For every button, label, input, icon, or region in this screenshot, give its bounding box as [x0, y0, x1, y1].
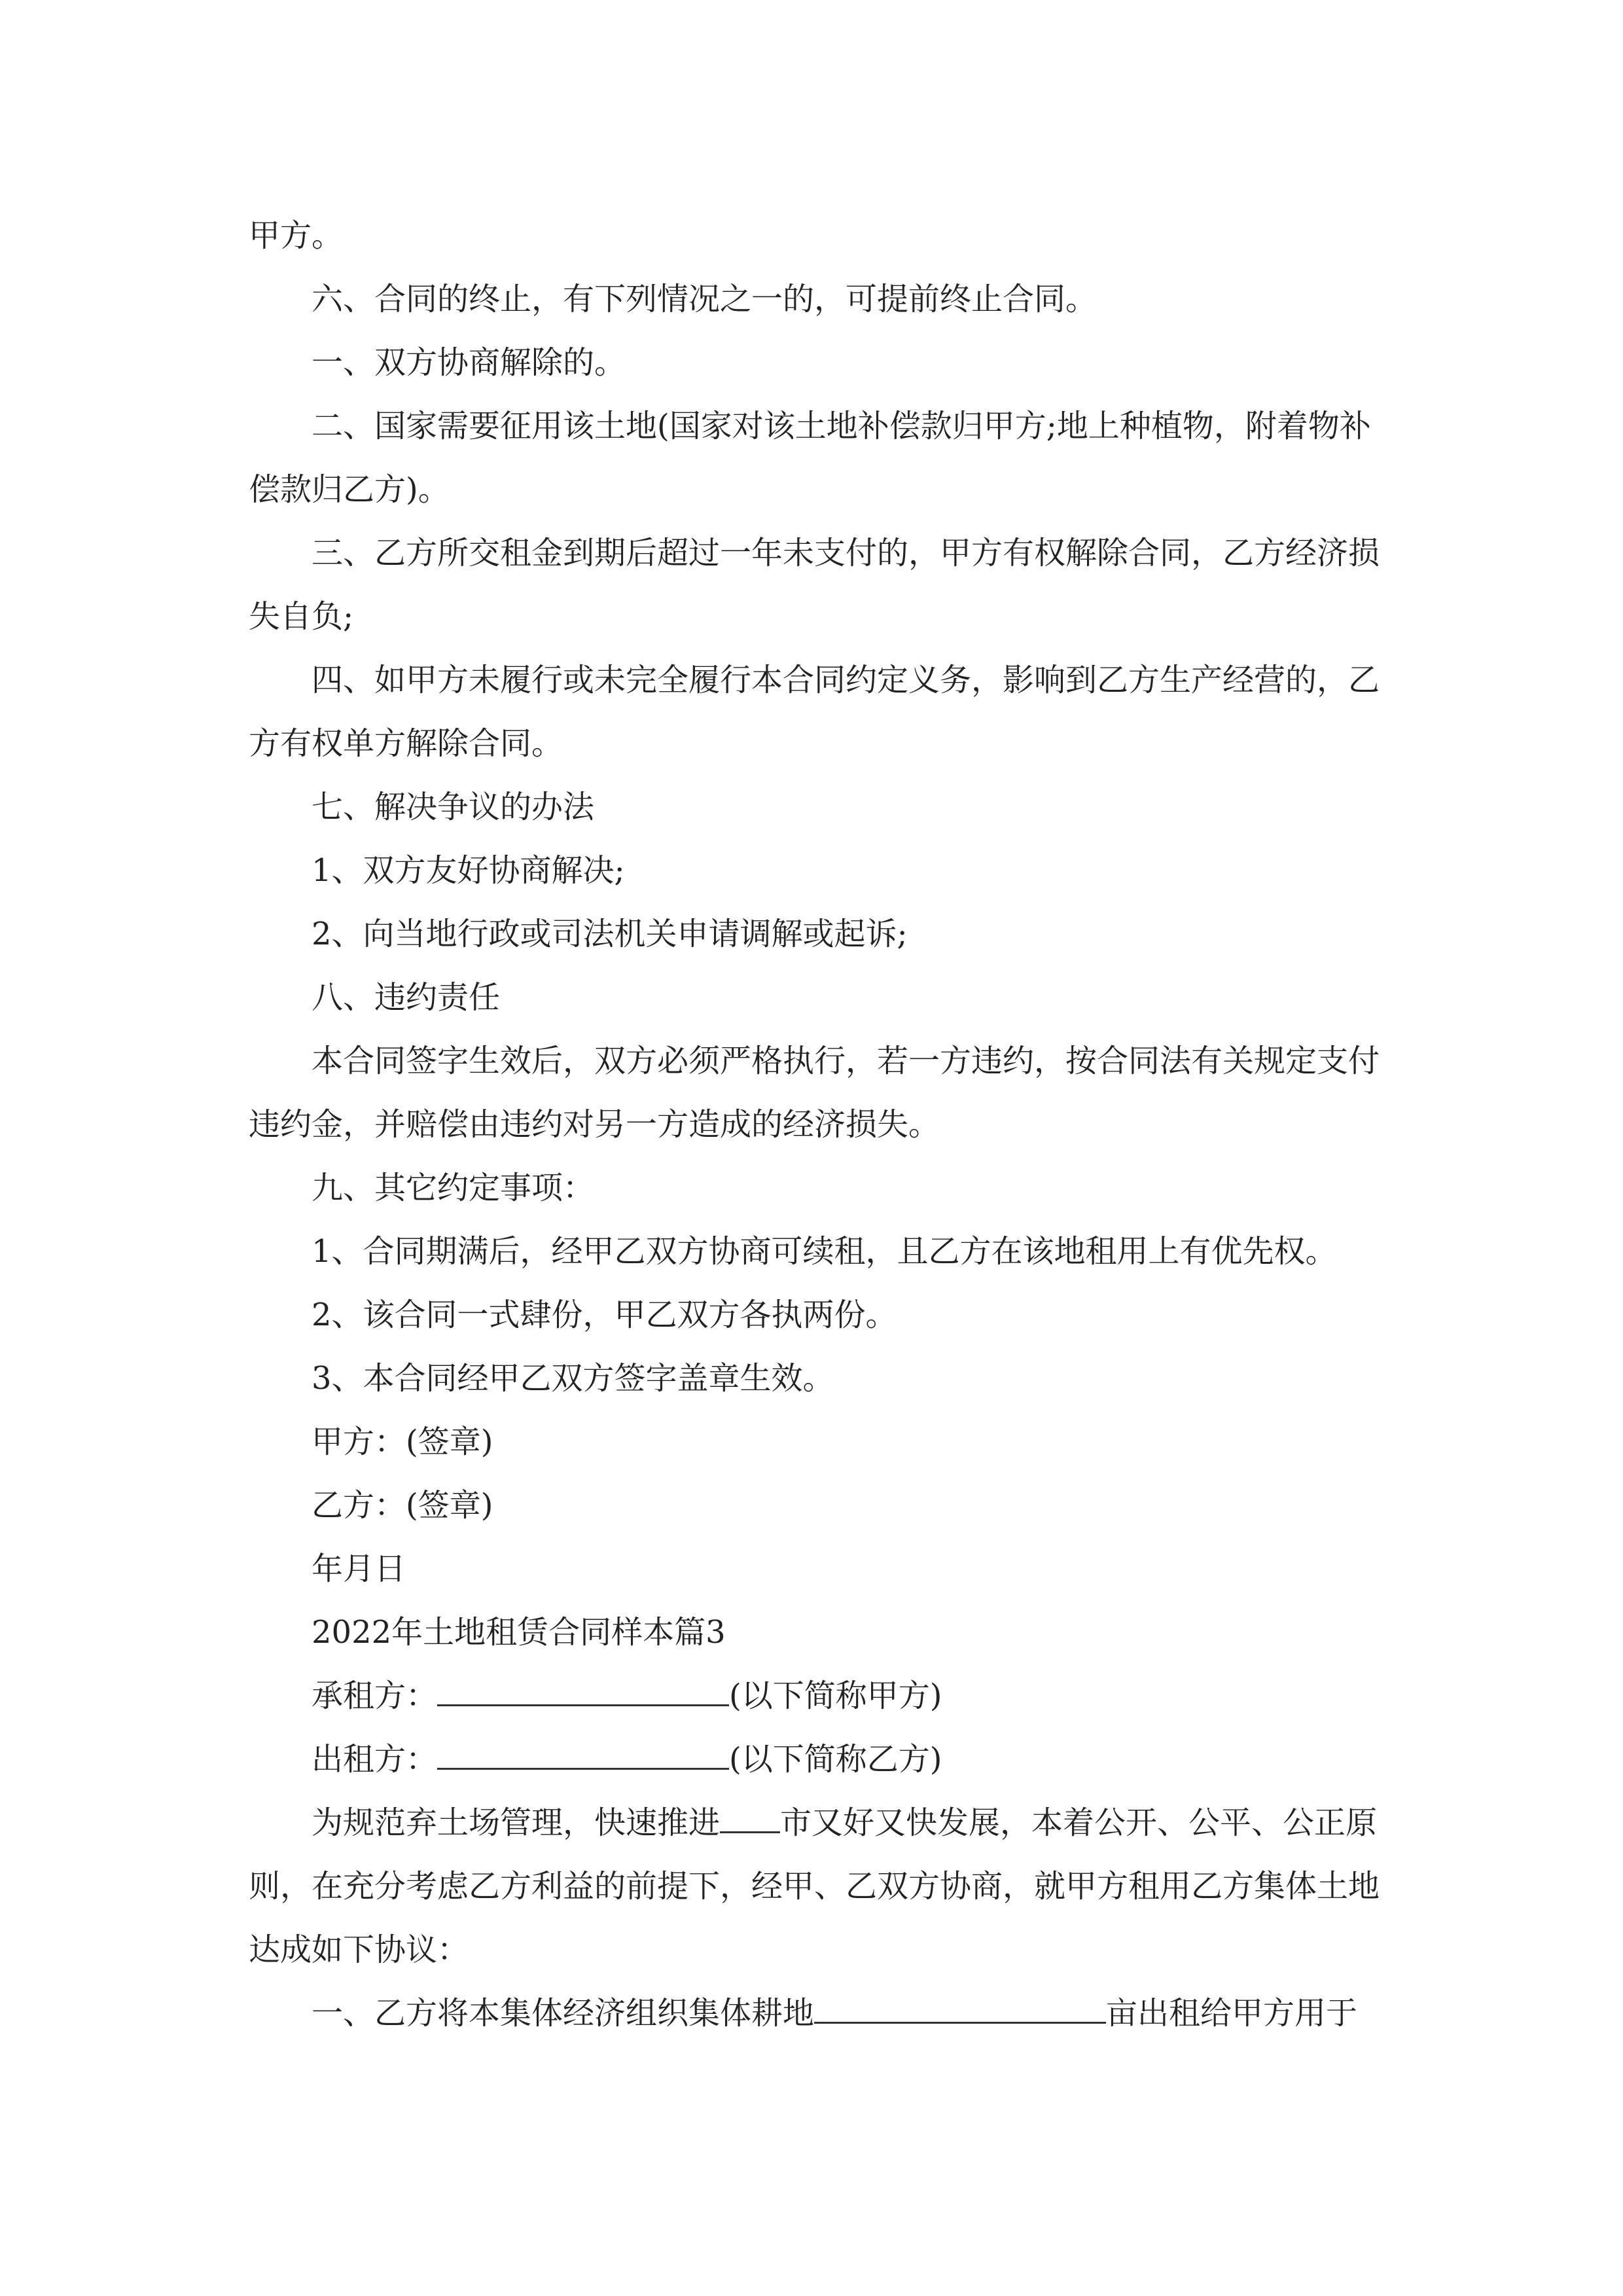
party-a-signature: 甲方：(签章): [312, 1424, 493, 1460]
lessee-label: 承租方：: [312, 1677, 438, 1714]
date-line: 年月日: [312, 1551, 406, 1587]
paragraph: 一、双方协商解除的。: [312, 344, 626, 381]
paragraph: 2、该合同一式肆份，甲乙双方各执两份。: [312, 1297, 897, 1333]
lessor-line: [249, 1728, 1391, 1791]
contract-body: [249, 204, 1391, 2045]
lessee-suffix: (以下简称甲方): [729, 1677, 942, 1714]
paragraph: 四、如甲方未履行或未完全履行本合同约定义务，影响到乙方生产经营的，乙方有权单方解除合同。: [249, 662, 1380, 762]
paragraph: 三、乙方所交租金到期后超过一年未支付的，甲方有权解除合同，乙方经济损失自负;: [249, 535, 1380, 635]
paragraph: 3、本合同经甲乙双方签字盖章生效。: [312, 1360, 834, 1397]
paragraph: 1、双方友好协商解决;: [312, 852, 625, 889]
lessee-blank: [437, 1678, 729, 1706]
clause-one-before: 一、乙方将本集体经济组织集体耕地: [312, 1995, 815, 2032]
city-blank: [720, 1805, 780, 1833]
purpose-text-after: 市又好又快发展，本着公开、公平、公正原则，在充分考虑乙方利益的前提下，经甲、乙双方协商，就甲方租用乙方集体土地达成如下协议：: [249, 1804, 1380, 1968]
section-heading: 六、合同的终止，有下列情况之一的，可提前终止合同。: [312, 281, 1097, 317]
article-title: 2022年土地租赁合同样本篇3: [312, 1614, 726, 1651]
lessor-label: 出租方：: [312, 1741, 438, 1778]
purpose-paragraph: [249, 1791, 1391, 1982]
lessor-suffix: (以下简称乙方): [729, 1741, 942, 1778]
paragraph: 1、合同期满后，经甲乙双方协商可续租，且乙方在该地租用上有优先权。: [312, 1233, 1337, 1270]
party-b-signature: 乙方：(签章): [312, 1487, 493, 1524]
paragraph: 甲方。: [249, 217, 344, 254]
clause-one-after: 亩出租给甲方用于: [1106, 1995, 1358, 2032]
lessor-blank: [437, 1742, 729, 1770]
section-heading: 八、违约责任: [312, 979, 501, 1016]
clause-one: [249, 1982, 1391, 2045]
purpose-text-before: 为规范弃土场管理，快速推进: [312, 1804, 721, 1841]
lessee-line: [249, 1664, 1391, 1728]
paragraph: 本合同签字生效后，双方必须严格执行，若一方违约，按合同法有关规定支付违约金，并赔偿由违约对另一方造成的经济损失。: [249, 1043, 1380, 1143]
section-heading: 七、解决争议的办法: [312, 789, 595, 825]
section-heading: 九、其它约定事项：: [312, 1170, 595, 1206]
paragraph: 二、国家需要征用该土地(国家对该土地补偿款归甲方;地上种植物，附着物补偿款归乙方)。: [249, 408, 1371, 508]
paragraph: 2、向当地行政或司法机关申请调解或起诉;: [312, 916, 908, 952]
acreage-blank: [814, 1996, 1106, 2024]
